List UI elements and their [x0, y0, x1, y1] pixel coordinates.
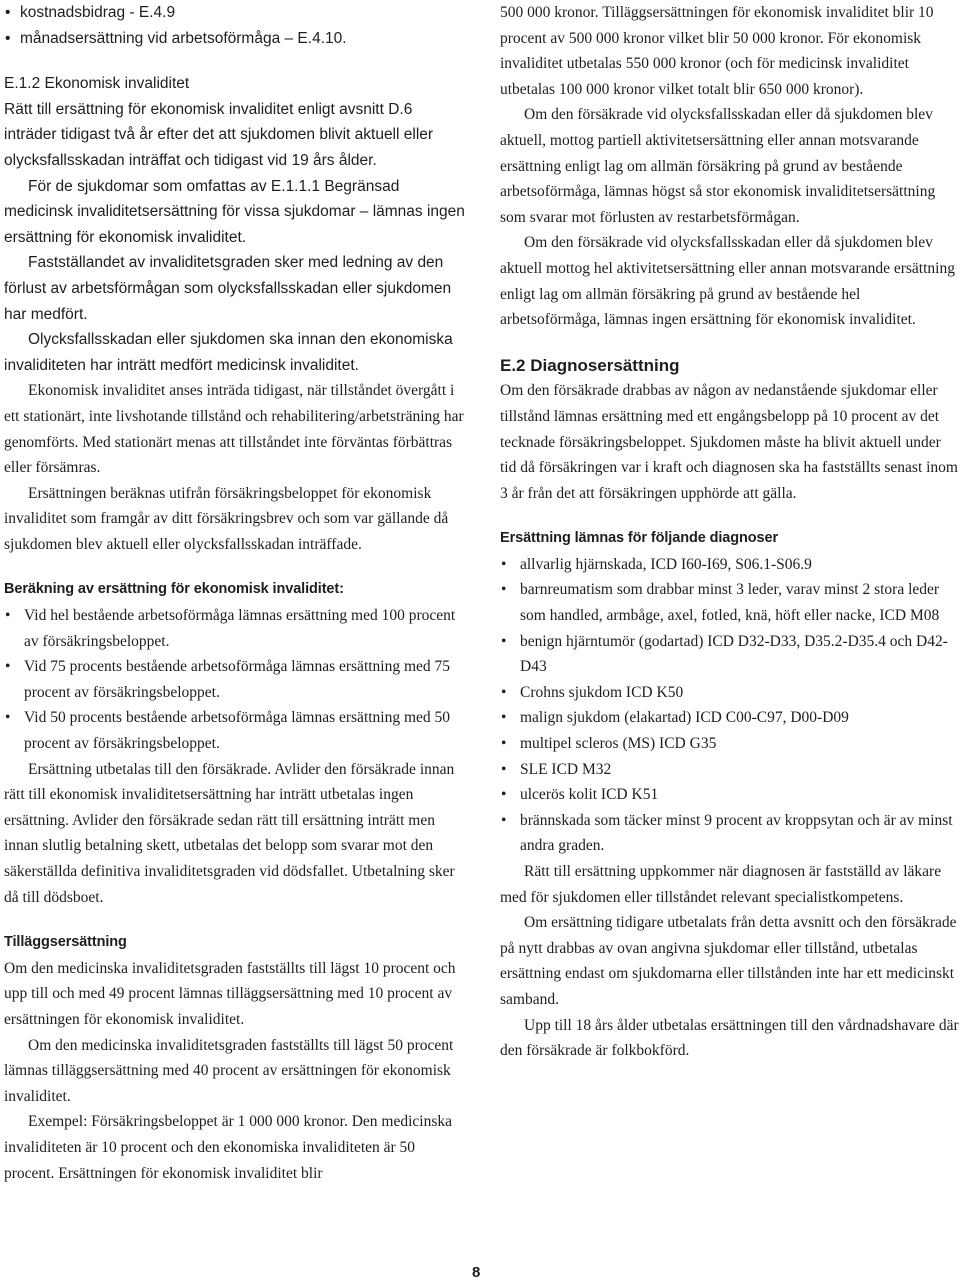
continuation-paragraph: 500 000 kronor. Tilläggsersättningen för ekonomisk invaliditet blir 10 procent av 500 000 kronor vilket blir 50 000 kronor. För ekonomisk invaliditet utbetalas 550 000 kronor (och för medicinsk invaliditet utbetalas 100 000 kronor vilket totalt blir 650 000 kronor). [500, 4, 934, 98]
list-item: • multipel scleros (MS) ICD G35 [500, 731, 960, 757]
paragraph: Om den medicinska invaliditetsgraden fastställts till lägst 10 procent och upp till och med 49 procent lämnas tilläggsersättning med 10 procent av ersättningen för ekonomisk invaliditet. [4, 959, 456, 1028]
paragraph: Olycksfallsskadan eller sjukdomen ska innan den ekonomiska invaliditeten har inträtt medfört medicinsk invaliditet. [4, 331, 453, 374]
top-bullet-list [4, 0, 466, 51]
paragraph: Om den försäkrade vid olycksfallsskadan eller då sjukdomen blev aktuell, mottog partiell aktivitetsersättning eller annan motsvarande ersättning enligt lag om allmän försäkring på grund av bestående arbetsoförmåga, lämnas högst så stor ekonomisk invaliditetsersättning som svarar mot förlusten av restarbetsförmågan. [500, 106, 936, 226]
paragraph: Fastställandet av invaliditetsgraden sker med ledning av den förlust av arbetsförmågan som olycksfallsskadan eller sjukdomen har medfört. [4, 254, 452, 323]
list-item: • barnreumatism som drabbar minst 3 leder, varav minst 2 stora leder som handled, armbåge, axel, fotled, knä, höft eller nacke, ICD M08 [500, 577, 960, 628]
paragraph: Om den medicinska invaliditetsgraden fastställts till lägst 50 procent lämnas tilläggsersättning med 40 procent av ersättningen för ekonomisk invaliditet. [4, 1036, 454, 1105]
paragraph: Ekonomisk invaliditet anses inträda tidigast, när tillståndet övergått i ett stationärt, inte livshotande tillstånd och rehabilitering/arbetsträning har genomförts. Med stationärt menas att tillståndet inte förväntas förbättras eller försämras. [4, 382, 464, 477]
paragraph: Rätt till ersättning uppkommer när diagnosen är fastställd av läkare med för sjukdomen eller tillståndet relevant specialistkompetens. [500, 863, 942, 906]
paragraph: För de sjukdomar som omfattas av E.1.1.1 Begränsad medicinsk invaliditetsersättning för vissa sjukdomar – lämnas ingen ersättning för ekonomisk invaliditet. [4, 177, 465, 246]
list-item: • kostnadsbidrag - E.4.9 [4, 0, 466, 26]
list-item: • benign hjärntumör (godartad) ICD D32-D33, D35.2-D35.4 och D42-D43 [500, 629, 960, 680]
list-item: • ulcerös kolit ICD K51 [500, 782, 960, 808]
paragraph: Ersättningen beräknas utifrån försäkringsbeloppet för ekonomisk invaliditet som framgår av ditt försäkringsbrev och som var gällande då sjukdomen blev aktuell eller olycksfallsskadan inträffade. [4, 484, 449, 553]
list-item: • SLE ICD M32 [500, 757, 960, 783]
page-number: 8 [472, 1264, 481, 1281]
list-item: • Vid hel bestående arbetsoförmåga lämnas ersättning med 100 procent av försäkringsbeloppet. [4, 603, 466, 654]
paragraph: Om ersättning tidigare utbetalats från detta avsnitt och den försäkrade på nytt drabbas av ovan angivna sjukdomar eller tillstånd, utbetalas ersättning endast om sjukdomarna eller tillstånden inte har ett medicinskt samband. [500, 914, 957, 1008]
section-heading: E.1.2 Ekonomisk invaliditet [4, 75, 190, 93]
list-item: • månadsersättning vid arbetsoförmåga – E.4.10. [4, 26, 466, 52]
payout-paragraph: Ersättning utbetalas till den försäkrade. Avlider den försäkrade innan rätt till ekonomisk invaliditetsersättning har inträtt utbetalas ingen ersättning. Avlider den försäkrade sedan rätt till ersättning inträtt men innan slutlig betalning skett, utbetalas det belopp som svarar mot den säkerställda definitiva invaliditetsgraden vid dödsfallet. Utbetalning sker då till dödsboet. [4, 760, 455, 906]
list-item: • allvarlig hjärnskada, ICD I60-I69, S06.1-S06.9 [500, 552, 960, 578]
calc-heading: Beräkning av ersättning för ekonomisk invaliditet: [4, 581, 344, 598]
paragraph: Exempel: Försäkringsbeloppet är 1 000 000 kronor. Den medicinska invaliditeten är 10 procent och den ekonomiska invaliditeten är 50 procent. Ersättningen för ekonomisk invaliditet blir [4, 1113, 453, 1182]
right-column [500, 0, 960, 1064]
list-item: • Vid 75 procents bestående arbetsoförmåga lämnas ersättning med 75 procent av försäkringsbeloppet. [4, 654, 466, 705]
calc-bullet-list [4, 603, 466, 757]
left-column [4, 0, 466, 1186]
paragraph: Upp till 18 års ålder utbetalas ersättningen till den vårdnadshavare där den försäkrade är folkbokförd. [500, 1016, 959, 1060]
diagnosis-list [500, 552, 960, 859]
diagnosis-paragraph: Om den försäkrade drabbas av någon av nedanstående sjukdomar eller tillstånd lämnas ersättning med ett engångsbelopp på 10 procent av det tecknade försäkringsbeloppet. Sjukdomen måste ha blivit aktuell under tid då försäkringen var i kraft och diagnosen ska ha fastställts senast inom 3 år från det att försäkringen upphörde att gälla. [500, 382, 958, 502]
list-item: • brännskada som täcker minst 9 procent av kroppsytan och är av minst andra graden. [500, 808, 960, 859]
list-item: • malign sjukdom (elakartad) ICD C00-C97, D00-D09 [500, 705, 960, 731]
intro-paragraph: Rätt till ersättning för ekonomisk invaliditet enligt avsnitt D.6 inträder tidigast två år efter det att sjukdomen blivit aktuell eller olycksfallsskadan inträffat och tidigast vid 19 års ålder. [4, 100, 434, 169]
paragraph: Om den försäkrade vid olycksfallsskadan eller då sjukdomen blev aktuell mottog hel aktivitetsersättning eller annan motsvarande ersättning enligt lag om allmän försäkring på grund av bestående hel arbetsoförmåga, lämnas ingen ersättning för ekonomisk invaliditet. [500, 234, 955, 329]
supplement-heading: Tilläggsersättning [4, 934, 127, 951]
list-item: • Vid 50 procents bestående arbetsoförmåga lämnas ersättning med 50 procent av försäkringsbeloppet. [4, 705, 466, 756]
list-item: • Crohns sjukdom ICD K50 [500, 680, 960, 706]
diagnosis-list-heading: Ersättning lämnas för följande diagnoser [500, 530, 778, 547]
diagnosis-heading: E.2 Diagnosersättning [500, 355, 680, 375]
